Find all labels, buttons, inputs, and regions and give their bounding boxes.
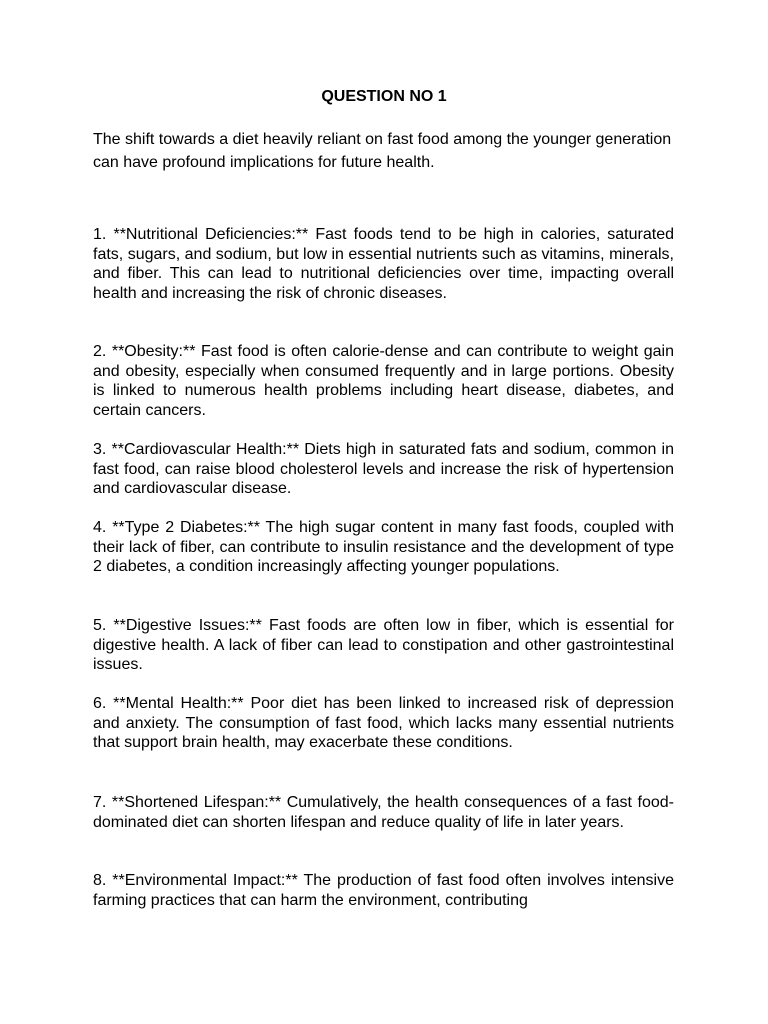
point-mental-health: 6. **Mental Health:** Poor diet has been linked to increased risk of depression and anxiety. The consumption of fast food, which lacks many essential nutrients that support brain health, may exacerbate these conditions. <box>93 695 674 752</box>
point-environmental-impact: 8. **Environmental Impact:** The production of fast food often involves intensive farming practices that can harm the environment, contributing <box>93 872 674 909</box>
point-digestive-issues: 5. **Digestive Issues:** Fast foods are often low in fiber, which is essential for digestive health. A lack of fiber can lead to constipation and other gastrointestinal issues. <box>93 617 674 674</box>
point-type-2-diabetes: 4. **Type 2 Diabetes:** The high sugar content in many fast foods, coupled with their lack of fiber, can contribute to insulin resistance and the development of type 2 diabetes, a condition increasingly affecting younger populations. <box>93 519 674 576</box>
point-cardiovascular-health: 3. **Cardiovascular Health:** Diets high in saturated fats and sodium, common in fast food, can raise blood cholesterol levels and increase the risk of hypertension and cardiovascular disease. <box>93 441 674 498</box>
point-obesity: 2. **Obesity:** Fast food is often calorie-dense and can contribute to weight gain and obesity, especially when consumed frequently and in large portions. Obesity is linked to numerous health problems including heart disease, diabetes, and certain cancers. <box>93 343 674 419</box>
point-shortened-lifespan: 7. **Shortened Lifespan:** Cumulatively, the health consequences of a fast food-dominated diet can shorten lifespan and reduce quality of life in later years. <box>93 794 674 831</box>
page-title: QUESTION NO 1 <box>321 88 447 105</box>
intro-paragraph: The shift towards a diet heavily reliant on fast food among the younger generation can have profound implications for future health. <box>93 131 672 171</box>
point-nutritional-deficiencies: 1. **Nutritional Deficiencies:** Fast foods tend to be high in calories, saturated fats, sugars, and sodium, but low in essential nutrients such as vitamins, minerals, and fiber. This can lead to nutritional deficiencies over time, impacting overall health and increasing the risk of chronic diseases. <box>93 226 674 302</box>
